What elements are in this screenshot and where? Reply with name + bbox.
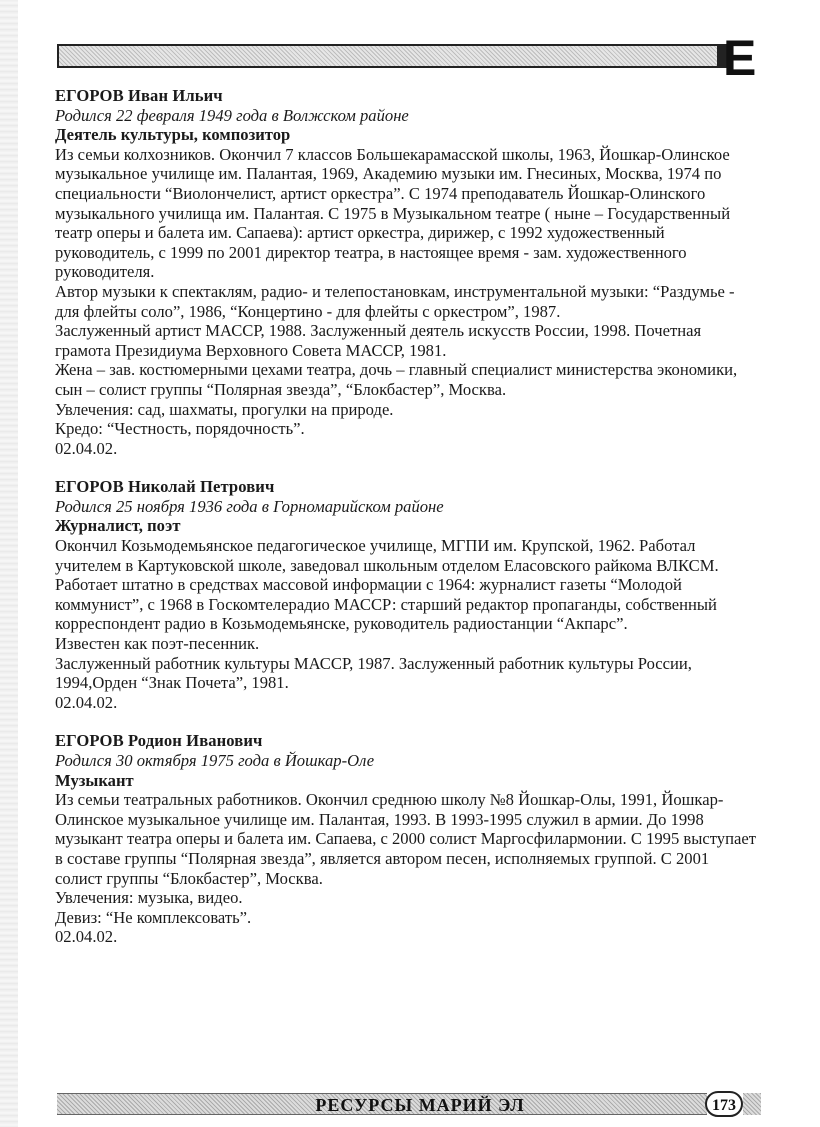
entry-paragraph: Известен как поэт-песенник. xyxy=(55,634,260,654)
entry-paragraph: Из семьи колхозников. Окончил 7 классов Большекарамасской школы, 1963, Йошкар-Олинское музыкальное училище им. Палантая, 1969, Академию музыки им. Гнесиных, Москва, 1974 по специальности “Виолончелист, артист оркестра”. С 1974 преподаватель Йошкар-Олинского музыкального училища им. Палантая. С 1975 в Музыкальном театре ( ныне – Государственный театр оперы и балета им. Сапаева): артист оркестра, дирижер, с 1992 художественный руководитель, с 1999 по 2001 директор театра, в настоящее время - зам. художественного руководителя. xyxy=(55,144,731,282)
entry-paragraph: Из семьи театральных работников. Окончил среднюю школу №8 Йошкар-Олы, 1991, Йошкар-Олинское музыкальное училище им. Палантая, 1993. В 1993-1995 служил в армии. До 1998 музыкант театра оперы и балета им. Сапаева, с 2000 солист Маргосфилармонии. С 1995 выступает в составе группы “Полярная звезда”, является автором песен, исполняемых группой. С 2001 солист группы “Блокбастер”, Москва. xyxy=(55,790,756,888)
entry-paragraph: Автор музыки к спектаклям, радио- и телепостановкам, инструментальной музыки: “Раздумье - для флейты соло”, 1986, “Концертино - для флейты с оркестром”, 1987. xyxy=(55,281,735,321)
entry-name: ЕГОРОВ Николай Петрович xyxy=(55,477,275,497)
entry-date: 02.04.02. xyxy=(55,438,118,458)
entry-paragraph: Девиз: “Не комплексовать”. xyxy=(55,907,252,927)
entry-profession: Деятель культуры, композитор xyxy=(55,125,291,145)
footer-bar-tail xyxy=(743,1093,761,1115)
section-letter: Е xyxy=(723,30,757,86)
entry-profession: Музыкант xyxy=(55,770,134,790)
entry-name: ЕГОРОВ Иван Ильич xyxy=(55,86,223,105)
section-header-bar xyxy=(57,44,719,68)
biography-entry xyxy=(55,731,760,947)
entry-date: 02.04.02. xyxy=(55,927,118,947)
page-number: 173 xyxy=(705,1091,743,1117)
entry-paragraph: Увлечения: сад, шахматы, прогулки на природе. xyxy=(55,399,394,419)
entry-paragraph: Жена – зав. костюмерными цехами театра, дочь – главный специалист министерства экономики, сын – солист группы “Полярная звезда”, “Блокбастер”, Москва. xyxy=(55,360,738,399)
page-edge-shadow xyxy=(0,0,18,1127)
entry-birth: Родился 25 ноября 1936 года в Горномарийском районе xyxy=(55,496,444,516)
biography-entry xyxy=(55,477,760,712)
entry-date: 02.04.02. xyxy=(55,692,118,712)
entry-paragraph: Увлечения: музыка, видео. xyxy=(55,888,243,908)
entry-birth: Родился 22 февраля 1949 года в Волжском районе xyxy=(55,105,409,125)
footer-title: РЕСУРСЫ МАРИЙ ЭЛ xyxy=(315,1095,525,1115)
entry-paragraph: Окончил Козьмодемьянское педагогическое училище, МГПИ им. Крупской, 1962. Работал учителем в Картуковской школе, заведовал школьным отделом Еласовского райкома ВЛКСМ. Работает штатно в средствах массовой информации с 1964: журналист газеты “Молодой коммунист”, с 1968 в Госкомтелерадио МАССР: старший редактор пропаганды, собственный корреспондент радио в Козьмодемьянске, руководитель радиостанции “Акпарс”. xyxy=(55,536,719,634)
entries-list xyxy=(55,86,760,966)
entry-paragraph: Кредо: “Честность, порядочность”. xyxy=(55,419,305,439)
entry-birth: Родился 30 октября 1975 года в Йошкар-Оле xyxy=(55,751,375,770)
entry-name: ЕГОРОВ Родион Иванович xyxy=(55,731,263,751)
entry-paragraph: Заслуженный работник культуры МАССР, 1987. Заслуженный работник культуры России, 1994,Орден “Знак Почета”, 1981. xyxy=(55,653,692,693)
entry-profession: Журналист, поэт xyxy=(55,516,181,536)
entry-paragraph: Заслуженный артист МАССР, 1988. Заслуженный деятель искусств России, 1998. Почетная грамота Президиума Верховного Совета МАССР, 1981. xyxy=(55,321,702,360)
biography-entry xyxy=(55,86,760,458)
